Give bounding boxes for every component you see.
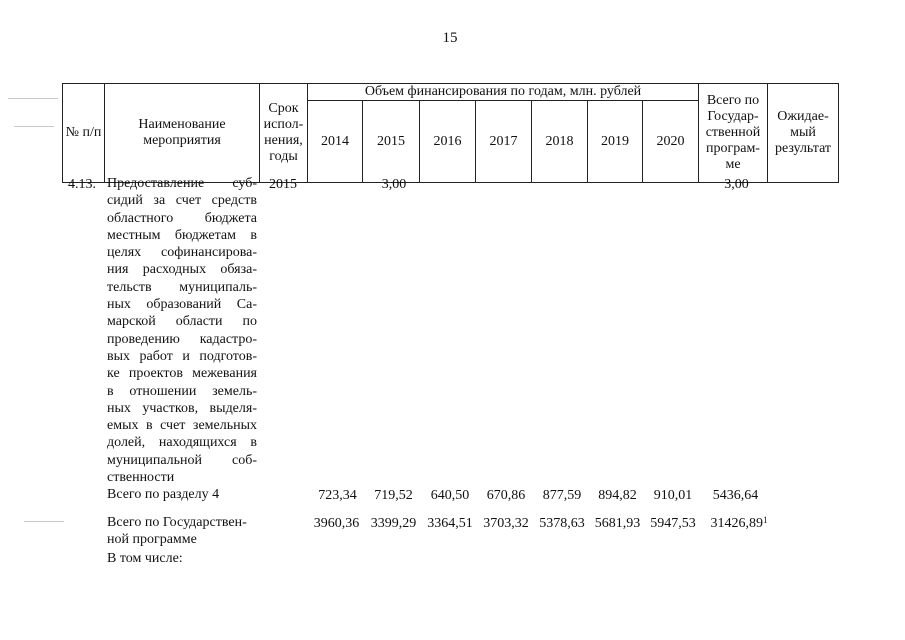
item-name-line: ния расходных обяза-: [107, 262, 257, 278]
section-total-value: 877,59: [542, 488, 582, 503]
table-header: [62, 83, 839, 183]
header-result: Ожидае-мый результат: [768, 84, 839, 183]
program-total-value: 3703,32: [483, 516, 529, 531]
section-total-value: 894,82: [598, 488, 637, 503]
program-total-sum-value: 31426,89: [710, 516, 763, 531]
scan-artifact: [14, 126, 54, 127]
scan-artifact: [24, 521, 64, 522]
item-name-line: вых работ и подготов-: [107, 348, 257, 364]
row-number: 4.13.: [68, 177, 96, 192]
header-year: 2018: [532, 101, 588, 183]
program-total-value: 3960,36: [313, 516, 360, 531]
item-total: 3,00: [724, 177, 749, 192]
item-name-line: марской области по: [107, 314, 257, 330]
item-name-line: ке проектов межевания: [107, 366, 257, 382]
footnote-marker: 1: [763, 515, 768, 525]
header-year: 2016: [420, 101, 476, 183]
item-name-line: Предоставление суб-: [107, 176, 257, 191]
program-total-label-line: ной программе: [107, 532, 197, 548]
item-name-line: долей, находящихся в: [107, 435, 257, 451]
page-number: 15: [442, 30, 458, 46]
item-name-line: ных образований Са-: [107, 297, 257, 313]
section-total-value: 910,01: [653, 488, 693, 503]
including-label: В том числе:: [107, 551, 183, 566]
scan-artifact: [8, 98, 58, 99]
header-year: 2020: [643, 101, 699, 183]
section-total-sum: 5436,64: [712, 488, 759, 503]
section-total-value: 640,50: [430, 488, 470, 503]
item-name-line: местным бюджетам в: [107, 227, 257, 243]
header-year: 2019: [588, 101, 643, 183]
item-term: 2015: [269, 177, 297, 192]
header-num: № п/п: [63, 84, 105, 183]
header-funding-title: Объем финансирования по годам, млн. рублей: [308, 84, 699, 101]
program-total-label: [107, 514, 262, 549]
item-name-line: муниципальной соб-: [107, 452, 257, 468]
item-name-line: целях софинансирова-: [107, 245, 257, 261]
program-total-value: 3399,29: [370, 516, 417, 531]
program-total-value: 3364,51: [427, 516, 473, 531]
item-name-line: ных участков, выделя-: [107, 400, 257, 416]
header-term: Срок испол-нения, годы: [260, 84, 308, 183]
program-total-value: 5947,53: [650, 516, 696, 531]
header-year: 2014: [308, 101, 363, 183]
section-total-value: 670,86: [486, 488, 526, 503]
program-total-label-line: Всего по Государствен-: [107, 515, 247, 530]
section-total-value: 719,52: [374, 488, 413, 503]
section-total-value: 723,34: [318, 488, 357, 503]
item-value-2015: 3,00: [381, 177, 407, 192]
program-total-value: 5681,93: [594, 516, 641, 531]
header-year: 2017: [476, 101, 532, 183]
section-total-label: Всего по разделу 4: [107, 487, 220, 502]
item-name-line: областного бюджета: [107, 210, 257, 226]
header-name: Наименование мероприятия: [105, 84, 260, 183]
header-total: Всего по Государ-ственной програм-ме: [699, 84, 768, 183]
item-name-line: в отношении земель-: [107, 383, 257, 399]
item-name-line: тельств муниципаль-: [107, 279, 257, 295]
header-year: 2015: [363, 101, 420, 183]
program-total-value: 5378,63: [539, 516, 585, 531]
item-name: [107, 175, 257, 486]
item-name-line: емых в счет земельных: [107, 418, 257, 434]
item-name-line: ственности: [107, 470, 175, 486]
program-total-sum: [701, 515, 777, 532]
item-name-line: проведению кадастро-: [107, 331, 257, 347]
item-name-line: сидий за счет средств: [107, 193, 257, 209]
